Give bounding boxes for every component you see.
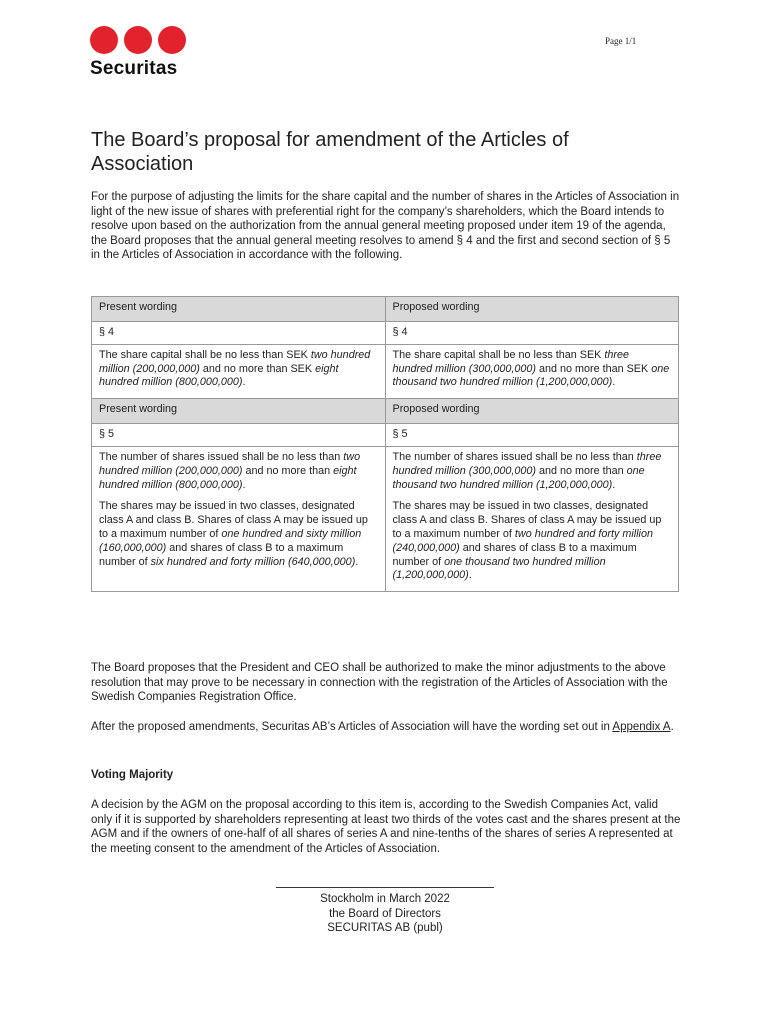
- logo-dot: [158, 26, 186, 54]
- proposed-wording-s4: [385, 344, 679, 398]
- logo-dots: [90, 26, 200, 54]
- signature-block: [276, 880, 494, 936]
- appendix-a-link[interactable]: Appendix A: [612, 721, 671, 733]
- paragraph: The number of shares issued shall be no less than two hundred million (200,000,000) and no more than eight hundred million (800,000,000).: [99, 450, 361, 491]
- after-paragraph: After the proposed amendments, Securitas AB’s Articles of Association will have the wording set out in Appendix A.: [91, 721, 674, 733]
- content-row-5: [92, 446, 679, 591]
- section-row-5: [92, 424, 679, 447]
- page-number: Page 1/1: [605, 36, 637, 46]
- signature-line: [276, 887, 494, 888]
- col-proposed-header: Proposed wording: [385, 297, 679, 322]
- amendment-table: [91, 296, 679, 592]
- securitas-logo: [90, 26, 200, 80]
- signature-company: SECURITAS AB (publ): [327, 922, 443, 935]
- paragraph: The number of shares issued shall be no less than three hundred million (300,000,000) and no more than one thousand two hundred million (1,200,000,000).: [392, 450, 662, 491]
- document-title: The Board’s proposal for amendment of the Articles of Association: [91, 129, 569, 175]
- table-header-row: [92, 297, 679, 322]
- brand-name: Securitas: [90, 58, 178, 79]
- section-label-present: § 4: [92, 322, 386, 345]
- section-label-proposed: § 4: [385, 322, 679, 345]
- section-label-present: § 5: [92, 424, 386, 447]
- intro-paragraph: For the purpose of adjusting the limits for the share capital and the number of shares in the Articles of Association in light of the new issue of shares with preferential right for the company’s shareholders, which the Board intends to resolve upon based on the authorization from the annual general meeting proposed under item 19 of the agenda, the Board proposes that the annual general meeting resolves to amend § 4 and the first and second section of § 5 in the Articles of Association in accordance with the following.: [91, 191, 680, 262]
- paragraph: The shares may be issued in two classes, designated class A and class B. Shares of class A may be issued up to a maximum number of two hundred and forty million (240,000,000) and shares of class B to a maximum number of one thousand two hundred million (1,200,000,000).: [392, 500, 662, 582]
- section-row-4: [92, 322, 679, 345]
- col-present-header: Present wording: [92, 297, 386, 322]
- paragraph: The shares may be issued in two classes, designated class A and class B. Shares of class A may be issued up to a maximum number of one hundred and sixty million (160,000,000) and shares of class B to a maximum number of six hundred and forty million (640,000,000).: [99, 500, 368, 568]
- present-wording-s5: [92, 446, 386, 591]
- signature-place-date: Stockholm in March 2022: [320, 893, 450, 905]
- signature-by: the Board of Directors: [329, 907, 441, 920]
- table-header-row: [92, 399, 679, 424]
- voting-majority-heading: Voting Majority: [91, 769, 174, 781]
- board-paragraph: The Board proposes that the President and CEO shall be authorized to make the minor adjustments to the above resolution that may prove to be necessary in connection with the registration of the Articles of Association with the Swedish Companies Registration Office.: [91, 662, 668, 704]
- section-label-proposed: § 5: [385, 424, 679, 447]
- col-present-header: Present wording: [92, 399, 386, 424]
- paragraph: The share capital shall be no less than SEK two hundred million (200,000,000) and no more than SEK eight hundred million (800,000,000).: [99, 348, 371, 389]
- content-row-4: [92, 344, 679, 398]
- present-wording-s4: [92, 344, 386, 398]
- proposed-wording-s5: [385, 446, 679, 591]
- logo-dot: [124, 26, 152, 54]
- logo-dot: [90, 26, 118, 54]
- paragraph: The share capital shall be no less than SEK three hundred million (300,000,000) and no more than SEK one thousand two hundred million (1,200,000,000).: [392, 348, 670, 389]
- voting-paragraph: A decision by the AGM on the proposal according to this item is, according to the Swedish Companies Act, valid only if it is supported by shareholders representing at least two thirds of the votes cast and the shares present at the AGM and if the owners of one-half of all shares of series A and nine-tenths of the shares of series A represented at the meeting consent to the amendment of the Articles of Association.: [91, 799, 681, 855]
- col-proposed-header: Proposed wording: [385, 399, 679, 424]
